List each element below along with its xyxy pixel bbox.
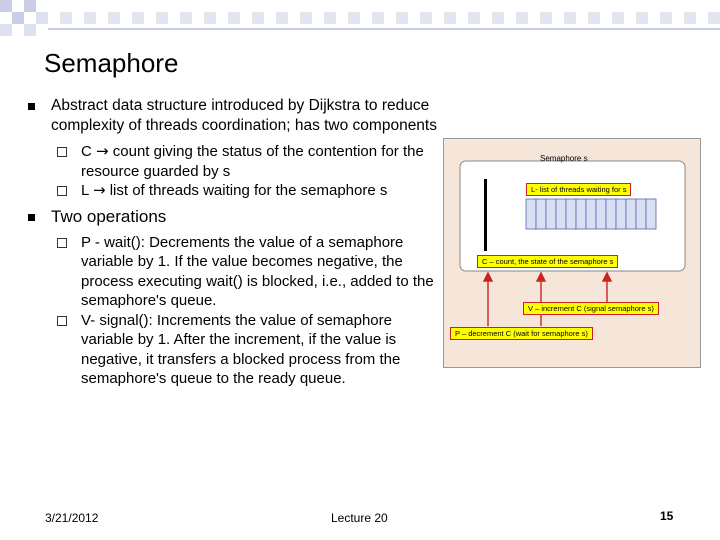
slide-content	[28, 96, 438, 389]
sub-prefix: C	[81, 143, 92, 160]
sub-text: V- signal(): Increments the value of semaphore variable by 1. After the increment, if the value is negative, it transfers a blocked process from the semaphore's queue to the ready queue.	[81, 311, 401, 387]
page-number: 15	[660, 509, 674, 523]
checkbox-bullet-icon	[57, 238, 67, 248]
sub-text: list of threads waiting for the semaphore s	[109, 182, 388, 199]
checkbox-bullet-icon	[57, 316, 67, 326]
sub-text: P - wait(): Decrements the value of a semaphore variable by 1. If the value becomes negative, the process executing wait() is blocked, i.e., added to the semaphore's queue.	[81, 233, 434, 309]
sub-text: count giving the status of the contention for the resource guarded by s	[81, 143, 424, 180]
slide-title: Semaphore	[44, 48, 179, 78]
bullet-text: Abstract data structure introduced by Dijkstra to reduce complexity of threads coordination; has two components	[51, 97, 437, 134]
footer-date: 3/21/2012	[45, 511, 99, 525]
list-label: L- list of threads waiting for s	[526, 183, 631, 196]
sub-bullet-signal	[51, 311, 438, 389]
bullet-marker	[28, 214, 35, 221]
diagram-header: Semaphore s	[540, 154, 588, 163]
sub-prefix: L	[81, 182, 89, 199]
sub-bullet-list	[51, 181, 438, 201]
footer-lecture: Lecture 20	[331, 511, 388, 525]
semaphore-diagram	[443, 138, 701, 368]
checkbox-bullet-icon	[57, 186, 67, 196]
checkbox-bullet-icon	[57, 147, 67, 157]
p-operation-label: P – decrement C (wait for semaphore s)	[450, 327, 593, 340]
count-label: C – count, the state of the semaphore s	[477, 255, 618, 268]
bullet-definition	[28, 96, 438, 136]
sub-bullet-count	[51, 142, 438, 181]
v-operation-label: V – increment C (signal semaphore s)	[523, 302, 659, 315]
decorative-header-grid	[0, 0, 720, 40]
bullet-operations	[28, 207, 438, 227]
sub-bullet-wait	[51, 233, 438, 311]
bullet-text: Two operations	[51, 206, 167, 226]
bullet-marker	[28, 103, 35, 110]
right-arrow-icon: →	[92, 181, 106, 199]
right-arrow-icon: →	[96, 142, 109, 160]
